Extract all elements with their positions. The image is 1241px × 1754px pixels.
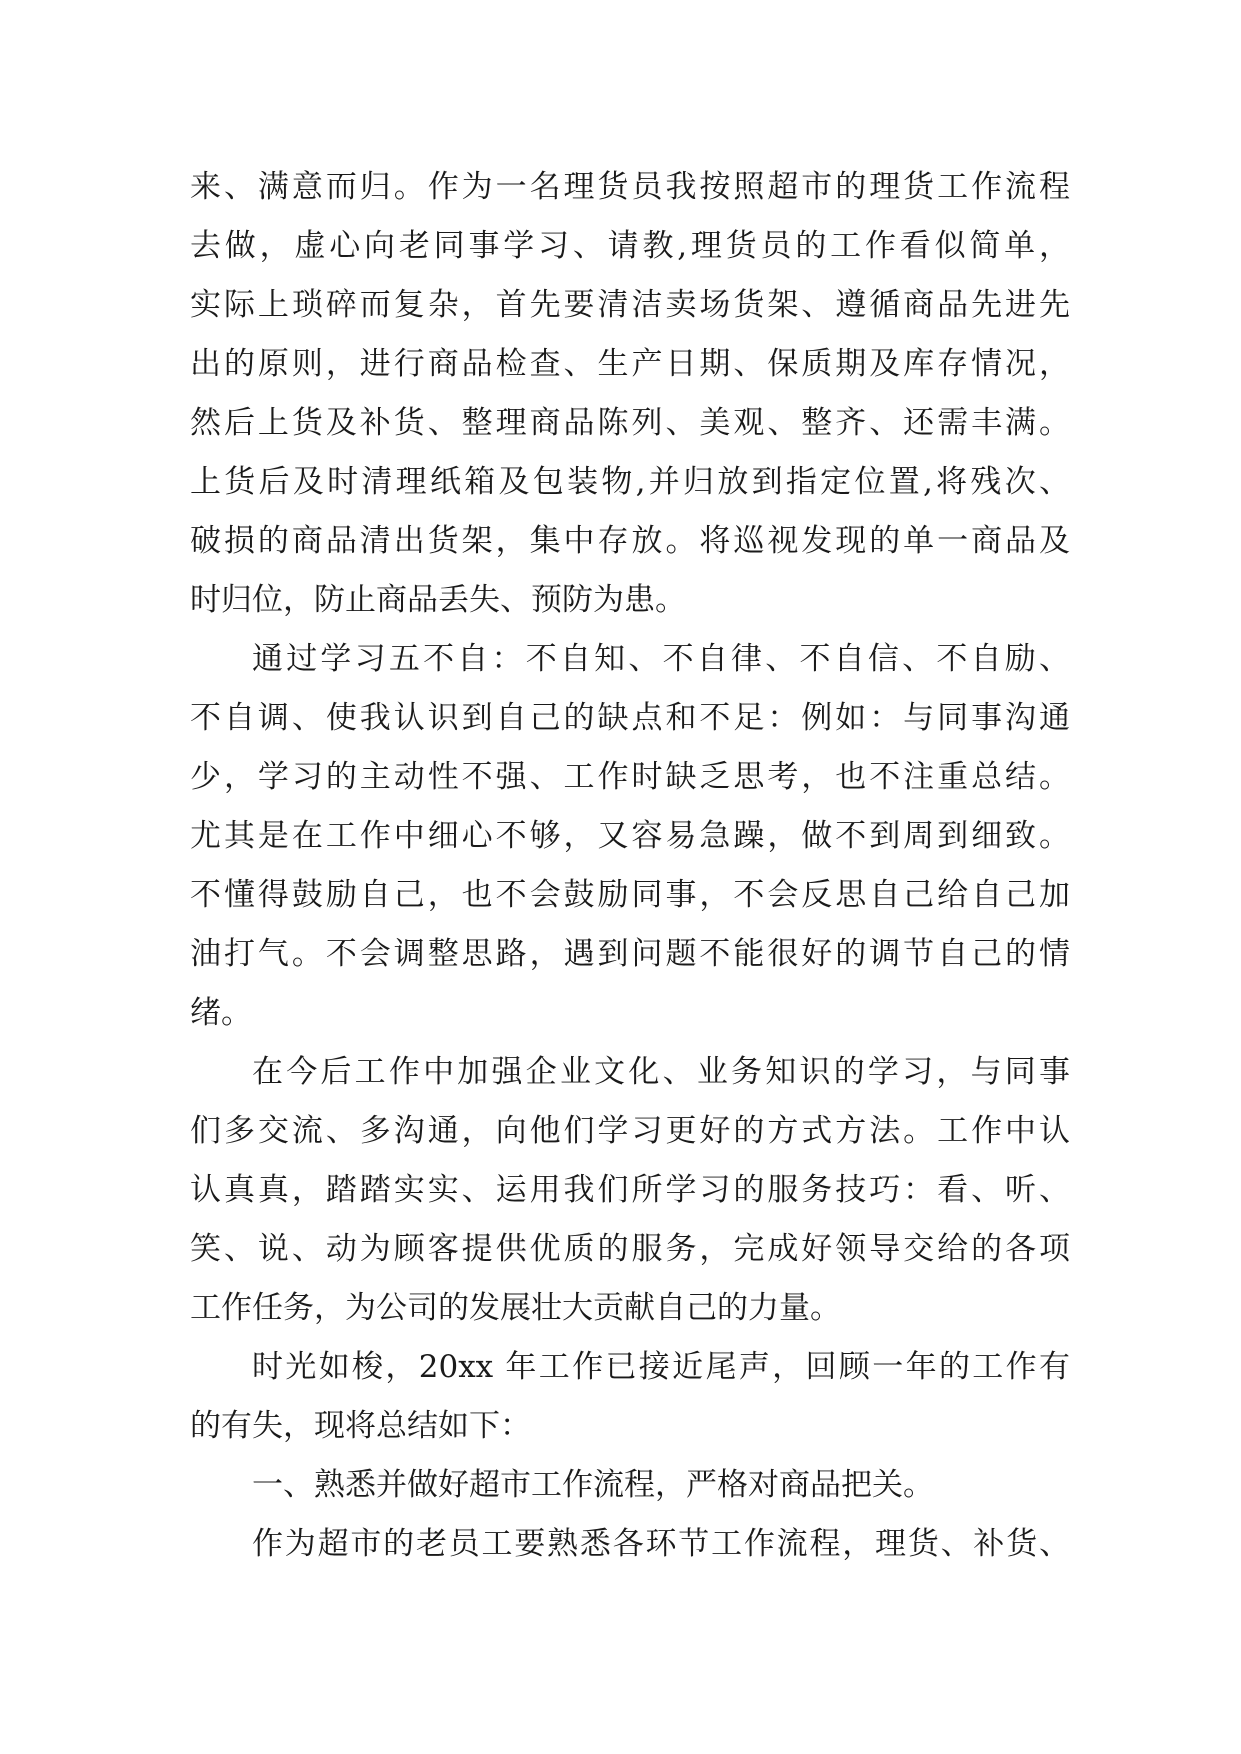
paragraph-first-line: 通过学习五不自：不自知、不自律、不自信、不自励、 — [252, 641, 1070, 677]
text-line: 绪。 — [190, 995, 252, 1031]
text-line: 上货后及时清理纸箱及包装物,并归放到指定位置,将残次、 — [190, 464, 1070, 500]
text-line: 实际上琐碎而复杂，首先要清洁卖场货架、遵循商品先进先 — [190, 287, 1070, 323]
text-line: 少，学习的主动性不强、工作时缺乏思考，也不注重总结。 — [190, 759, 1070, 795]
paragraph-first-line: 在今后工作中加强企业文化、业务知识的学习，与同事 — [252, 1054, 1070, 1090]
text-line: 的有失，现将总结如下： — [190, 1408, 531, 1444]
paragraph-first-line: 作为超市的老员工要熟悉各环节工作流程，理货、补货、 — [252, 1526, 1070, 1562]
text-line: 去做，虚心向老同事学习、请教,理货员的工作看似简单， — [190, 228, 1070, 264]
text-line: 时归位，防止商品丢失、预防为患。 — [190, 582, 686, 618]
text-line: 认真真，踏踏实实、运用我们所学习的服务技巧：看、听、 — [190, 1172, 1070, 1208]
text-line: 出的原则，进行商品检查、生产日期、保质期及库存情况， — [190, 346, 1070, 382]
text-line: 来、满意而归。作为一名理货员我按照超市的理货工作流程 — [190, 169, 1070, 205]
paragraph-first-line: 时光如梭，20xx 年工作已接近尾声，回顾一年的工作有 — [252, 1349, 1070, 1385]
text-line: 然后上货及补货、整理商品陈列、美观、整齐、还需丰满。 — [190, 405, 1070, 441]
text-line: 们多交流、多沟通，向他们学习更好的方式方法。工作中认 — [190, 1113, 1070, 1149]
text-line: 油打气。不会调整思路，遇到问题不能很好的调节自己的情 — [190, 936, 1070, 972]
section-heading: 一、熟悉并做好超市工作流程，严格对商品把关。 — [252, 1467, 934, 1503]
text-line: 尤其是在工作中细心不够，又容易急躁，做不到周到细致。 — [190, 818, 1070, 854]
text-line: 不自调、使我认识到自己的缺点和不足：例如：与同事沟通 — [190, 700, 1070, 736]
text-line: 笑、说、动为顾客提供优质的服务，完成好领导交给的各项 — [190, 1231, 1070, 1267]
document-body — [190, 158, 1070, 1574]
text-line: 工作任务，为公司的发展壮大贡献自己的力量。 — [190, 1290, 841, 1326]
text-line: 不懂得鼓励自己，也不会鼓励同事，不会反思自己给自己加 — [190, 877, 1070, 913]
text-line: 破损的商品清出货架，集中存放。将巡视发现的单一商品及 — [190, 523, 1070, 559]
